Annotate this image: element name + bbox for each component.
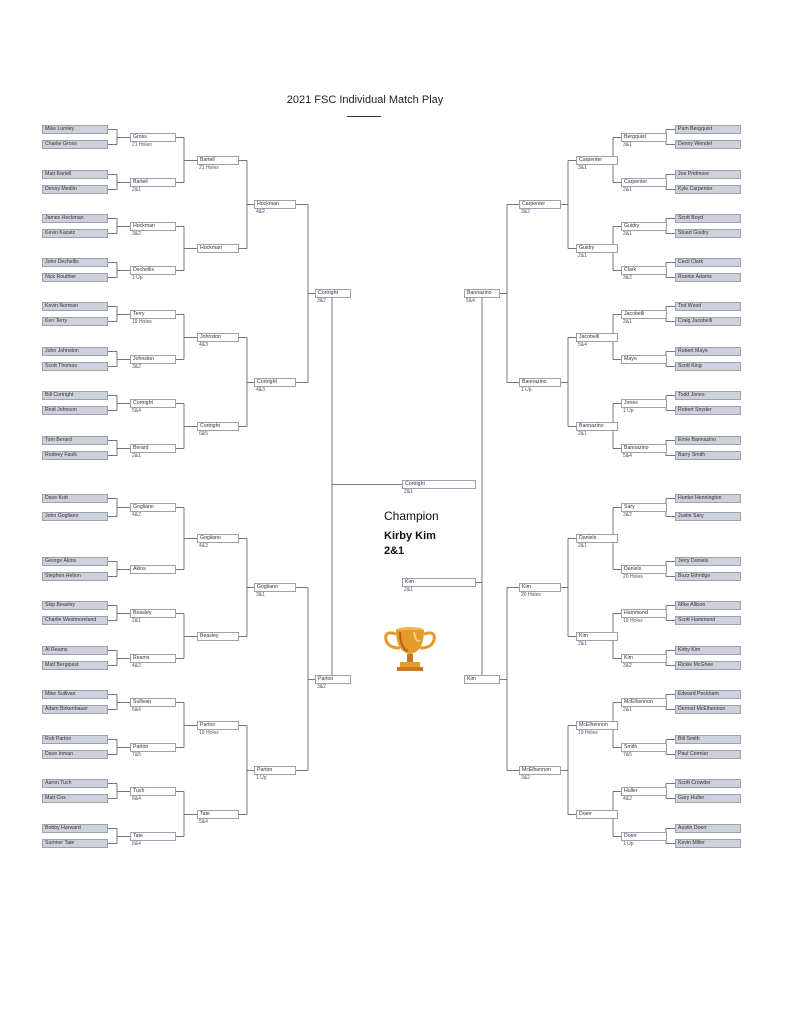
round2-slot: Carpenter <box>621 178 667 187</box>
round5-slot: Bannazino <box>464 289 500 298</box>
match-result: 4&2 <box>256 209 265 215</box>
round3-slot: Beasley <box>197 632 239 641</box>
round2-slot: Bergquist <box>621 133 667 142</box>
match-result: 3&2 <box>132 231 141 237</box>
player-entry: Cecil Clark <box>675 258 741 267</box>
round3-slot: Bannazino <box>576 422 618 431</box>
player-entry: Ernie Bannazino <box>675 436 741 445</box>
match-result: 3&2 <box>623 275 632 281</box>
match-result: 2&1 <box>623 187 632 193</box>
player-entry: Hunter Hennington <box>675 494 741 503</box>
round2-slot: Cortright <box>130 399 176 408</box>
player-entry: Al Reams <box>42 646 108 655</box>
player-entry: Adam Birkenhauer <box>42 705 108 714</box>
round4-slot: Parton <box>254 766 296 775</box>
player-entry: Scott Thomas <box>42 362 108 371</box>
round4-slot: Gogliano <box>254 583 296 592</box>
match-result: 6&5 <box>199 431 208 437</box>
match-result: 19 Holes <box>132 319 152 325</box>
round2-slot: Gross <box>130 133 176 142</box>
player-entry: Kevin Miller <box>675 839 741 848</box>
match-result: 3&2 <box>521 775 530 781</box>
match-result: 2&1 <box>132 187 141 193</box>
match-result: 5&4 <box>466 298 475 304</box>
player-entry: Reid Johnson <box>42 406 108 415</box>
player-entry: Ronnie Adams <box>675 273 741 282</box>
player-entry: Dave Inman <box>42 750 108 759</box>
match-result: 2&1 <box>404 587 413 593</box>
round2-slot: Sullivan <box>130 698 176 707</box>
match-result: 3&1 <box>578 165 587 171</box>
match-result: 7&5 <box>132 752 141 758</box>
player-entry: Tom Berard <box>42 436 108 445</box>
round3-slot: Doerr <box>576 810 618 819</box>
player-entry: Charlie Westmoreland <box>42 616 108 625</box>
match-result: 4&3 <box>132 663 141 669</box>
round4-slot: McElhennon <box>519 766 561 775</box>
player-entry: Matt Bartell <box>42 170 108 179</box>
match-result: 2&1 <box>132 618 141 624</box>
player-entry: Barry Smith <box>675 451 741 460</box>
round3-slot: Parton <box>197 721 239 730</box>
round3-slot: Gogliano <box>197 534 239 543</box>
player-entry: Dave Kott <box>42 494 108 503</box>
round2-slot: Johnston <box>130 355 176 364</box>
champion-label: Champion <box>384 509 439 523</box>
page-title: 2021 FSC Individual Match Play <box>286 94 444 106</box>
match-result: 3&2 <box>317 298 326 304</box>
round2-slot: Bannazino <box>621 444 667 453</box>
match-result: 2&1 <box>623 231 632 237</box>
round3-slot: Tate <box>197 810 239 819</box>
round3-slot: McElhennon <box>576 721 618 730</box>
round2-slot: Smith <box>621 743 667 752</box>
player-entry: Scott Hammond <box>675 616 741 625</box>
player-entry: Paul Cormier <box>675 750 741 759</box>
match-result: 1 Up <box>623 841 634 847</box>
match-result: 19 Holes <box>578 730 598 736</box>
round2-slot: Jones <box>621 399 667 408</box>
player-entry: Austin Doerr <box>675 824 741 833</box>
match-result: 3&1 <box>623 142 632 148</box>
player-entry: Pam Bergquist <box>675 125 741 134</box>
round2-slot: Hammond <box>621 609 667 618</box>
round3-slot: Cortright <box>197 422 239 431</box>
round2-slot: Bartell <box>130 178 176 187</box>
round3-slot: Bartell <box>197 156 239 165</box>
player-entry: Rob Parton <box>42 735 108 744</box>
champion-name: Kirby Kim <box>384 530 436 542</box>
player-entry: Kevin Kazatz <box>42 229 108 238</box>
round3-slot: Jacobelli <box>576 333 618 342</box>
round2-slot: Akins <box>130 565 176 574</box>
player-entry: Dermot McElhennon <box>675 705 741 714</box>
match-result: 3&2 <box>623 512 632 518</box>
player-entry: Rodney Faulk <box>42 451 108 460</box>
round2-slot: McElhennon <box>621 698 667 707</box>
player-entry: Bill Smith <box>675 735 741 744</box>
player-entry: Charlie Gross <box>42 140 108 149</box>
player-entry: Gary Huller <box>675 794 741 803</box>
round2-slot: Guidry <box>621 222 667 231</box>
player-entry: Ken Terry <box>42 317 108 326</box>
player-entry: Mike Lumley <box>42 125 108 134</box>
player-entry: Denny Medlin <box>42 185 108 194</box>
player-entry: Buzz Ethridge <box>675 572 741 581</box>
round4-slot: Carpenter <box>519 200 561 209</box>
match-result: 7&5 <box>623 752 632 758</box>
match-result: 2&1 <box>578 431 587 437</box>
match-result: 1 Up <box>132 275 143 281</box>
match-result: 3&2 <box>521 209 530 215</box>
player-entry: Mike Allison <box>675 601 741 610</box>
player-entry: Denny Wendel <box>675 140 741 149</box>
player-entry: Stephen Helton <box>42 572 108 581</box>
player-entry: Scott Boyd <box>675 214 741 223</box>
match-result: 3&2 <box>132 364 141 370</box>
player-entry: Stuart Guidry <box>675 229 741 238</box>
round2-slot: Clark <box>621 266 667 275</box>
player-entry: Jerry Daniels <box>675 557 741 566</box>
round4-slot: Bannazino <box>519 378 561 387</box>
round2-slot: Terry <box>130 310 176 319</box>
player-entry: Tod Wood <box>675 302 741 311</box>
player-entry: Todd Jones <box>675 391 741 400</box>
player-entry: Kyle Carpenter <box>675 185 741 194</box>
match-result: 5&4 <box>132 408 141 414</box>
match-result: 4&2 <box>132 512 141 518</box>
player-entry: Kirby Kim <box>675 646 741 655</box>
match-result: 19 Holes <box>199 730 219 736</box>
match-result: 3&2 <box>623 663 632 669</box>
player-entry: Sumner Tate <box>42 839 108 848</box>
player-entry: Matt Bergquist <box>42 661 108 670</box>
player-entry: Justin Sary <box>675 512 741 521</box>
match-result: 3&2 <box>317 684 326 690</box>
round2-slot: Berard <box>130 444 176 453</box>
round2-slot: Huller <box>621 787 667 796</box>
match-result: 4&3 <box>199 342 208 348</box>
player-entry: Bill Cortright <box>42 391 108 400</box>
match-result: 4&2 <box>623 796 632 802</box>
round2-slot: Gogliano <box>130 503 176 512</box>
match-result: 4&3 <box>199 543 208 549</box>
player-entry: John Johnston <box>42 347 108 356</box>
match-result: 2&1 <box>578 641 587 647</box>
player-entry: Craig Jacobelli <box>675 317 741 326</box>
player-entry: Robert Snyder <box>675 406 741 415</box>
round2-slot: Parton <box>130 743 176 752</box>
round5-slot: Kim <box>464 675 500 684</box>
match-result: 2&1 <box>578 253 587 259</box>
round4-slot: Cortright <box>254 378 296 387</box>
trophy-icon <box>378 608 442 674</box>
round2-slot: Reams <box>130 654 176 663</box>
match-result: 5&4 <box>623 453 632 459</box>
round3-slot: Johnston <box>197 333 239 342</box>
round2-slot: Tuch <box>130 787 176 796</box>
round2-slot: Mayo <box>621 355 667 364</box>
round2-slot: Hockman <box>130 222 176 231</box>
player-entry: Matt Cox <box>42 794 108 803</box>
round3-slot: Hockman <box>197 244 239 253</box>
round4-slot: Hockman <box>254 200 296 209</box>
round3-slot: Kim <box>576 632 618 641</box>
round2-slot: Sary <box>621 503 667 512</box>
match-result: 2&1 <box>578 543 587 549</box>
match-result: 1 Up <box>623 408 634 414</box>
player-entry: Robert Mayo <box>675 347 741 356</box>
player-entry: Kevin Norman <box>42 302 108 311</box>
match-result: 2&1 <box>404 489 413 495</box>
match-result: 2&1 <box>623 319 632 325</box>
player-entry: Edward Peckham <box>675 690 741 699</box>
match-result: 6&4 <box>132 841 141 847</box>
match-result: 5&4 <box>578 342 587 348</box>
player-entry: Mike Sullivan <box>42 690 108 699</box>
final-slot-top: Cortright <box>402 480 476 489</box>
player-entry: Rickie McGhee <box>675 661 741 670</box>
match-result: 6&4 <box>132 707 141 713</box>
round2-slot: Daniels <box>621 565 667 574</box>
match-result: 4&3 <box>256 387 265 393</box>
round4-slot: Kim <box>519 583 561 592</box>
player-entry: Skip Beasley <box>42 601 108 610</box>
round3-slot: Daniels <box>576 534 618 543</box>
match-result: 6&4 <box>132 796 141 802</box>
player-entry: Scott King <box>675 362 741 371</box>
match-result: 5&4 <box>199 819 208 825</box>
match-result: 1 Up <box>256 775 267 781</box>
match-result: 20 Holes <box>521 592 541 598</box>
player-entry: George Akins <box>42 557 108 566</box>
player-entry: Bobby Harward <box>42 824 108 833</box>
final-slot-bottom: Kim <box>402 578 476 587</box>
round5-slot: Parton <box>315 675 351 684</box>
round3-slot: Carpenter <box>576 156 618 165</box>
round5-slot: Cortright <box>315 289 351 298</box>
round2-slot: Doerr <box>621 832 667 841</box>
match-result: 2&1 <box>623 707 632 713</box>
player-entry: John Dechellis <box>42 258 108 267</box>
match-result: 21 Holes <box>199 165 219 171</box>
match-result: 3&1 <box>256 592 265 598</box>
player-entry: John Gogliano <box>42 512 108 521</box>
round2-slot: Kim <box>621 654 667 663</box>
round2-slot: Dechellis <box>130 266 176 275</box>
champion-score: 2&1 <box>384 545 405 557</box>
match-result: 20 Holes <box>623 574 643 580</box>
match-result: 19 Holes <box>623 618 643 624</box>
round3-slot: Guidry <box>576 244 618 253</box>
player-entry: Scott Crowder <box>675 779 741 788</box>
player-entry: Joe Pridmore <box>675 170 741 179</box>
match-result: 21 Holes <box>132 142 152 148</box>
player-entry: Nick Routhier <box>42 273 108 282</box>
match-result: 1 Up <box>521 387 532 393</box>
match-result: 2&1 <box>132 453 141 459</box>
player-entry: James Hockman <box>42 214 108 223</box>
round2-slot: Tate <box>130 832 176 841</box>
player-entry: Aaron Tuch <box>42 779 108 788</box>
round2-slot: Beasley <box>130 609 176 618</box>
round2-slot: Jacobelli <box>621 310 667 319</box>
